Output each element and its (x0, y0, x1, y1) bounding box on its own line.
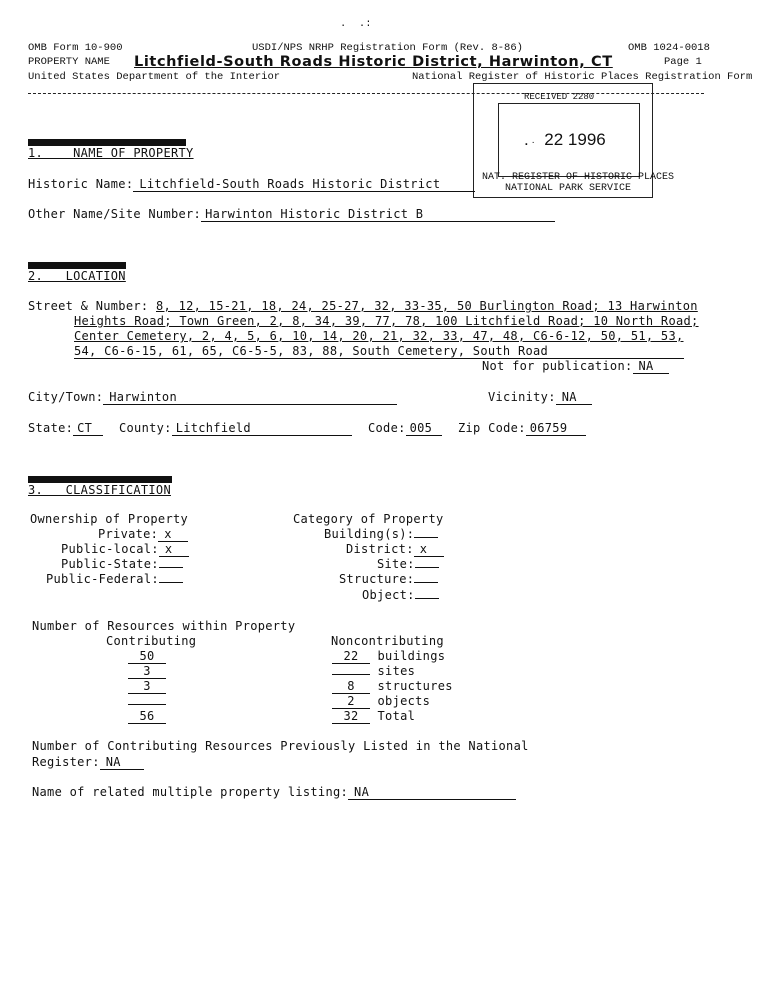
category-buildings: Building(s): (324, 527, 438, 541)
category-structure: Structure: (339, 572, 438, 586)
ownership-public-federal: Public-Federal: (46, 572, 183, 586)
section2-heading: 2. LOCATION (28, 269, 126, 283)
register-form-title: National Register of Historic Places Registration Form (412, 71, 753, 83)
noncontributing-label: Noncontributing (331, 634, 444, 648)
street-line-2: Heights Road; Town Green, 2, 8, 34, 39, 77, 78, 100 Litchfield Road; 10 North Road; (74, 314, 699, 328)
department: United States Department of the Interior (28, 71, 281, 83)
prev-listed-row: Register: NA (32, 755, 144, 770)
state-row: State: CT (28, 421, 103, 436)
category-site: Site: (377, 557, 439, 571)
street-line-4: 54, C6-6-15, 61, 65, C6-5-5, 83, 88, South Cemetery, South Road (74, 344, 684, 359)
omb-number: OMB 1024-0018 (628, 42, 710, 54)
prev-listed-label: Number of Contributing Resources Previously Listed in the National (32, 739, 529, 753)
street-line-1: 8, 12, 15-21, 18, 24, 25-27, 32, 33-35, 50 Burlington Road; 13 Harwinton (156, 299, 698, 313)
contributing-total: 56 (128, 709, 166, 724)
stamp-line2: NATIONAL PARK SERVICE (505, 183, 632, 194)
section-bar (28, 476, 172, 483)
stamp-line1: NAT. REGISTER OF HISTORIC PLACES (482, 172, 675, 183)
historic-name-row: Historic Name: Litchfield-South Roads Historic District (28, 177, 475, 192)
contributing-sites: 3 (128, 664, 166, 679)
ownership-public-local: Public-local: x (61, 542, 189, 557)
contributing-buildings: 50 (128, 649, 166, 664)
noncontributing-objects: 2 objects (332, 694, 430, 709)
stamp-date: . · 22 1996 (524, 130, 606, 149)
street-line-3: Center Cemetery, 2, 4, 5, 6, 10, 14, 20, 21, 32, 33, 47, 48, C6-6-12, 50, 51, 53, (74, 329, 684, 343)
category-district: District: x (346, 542, 444, 557)
page-number: Page 1 (664, 56, 702, 68)
ownership-private: Private: x (98, 527, 188, 542)
noncontributing-total: 32 Total (332, 709, 415, 724)
county-row: County: Litchfield (119, 421, 352, 436)
property-name-label: PROPERTY NAME (28, 56, 110, 68)
historic-name-value: Litchfield-South Roads Historic District (133, 177, 475, 192)
section-bar (28, 262, 126, 269)
contributing-label: Contributing (106, 634, 197, 648)
property-name: Litchfield-South Roads Historic District, Harwinton, CT (134, 54, 613, 70)
section-bar (28, 139, 186, 146)
vicinity-row: Vicinity: NA (488, 390, 592, 405)
category-object: Object: (362, 588, 439, 602)
resources-label: Number of Resources within Property (32, 619, 296, 633)
not-for-publication: Not for publication: NA (482, 359, 669, 374)
noncontributing-sites: sites (332, 664, 415, 678)
code-row: Code: 005 (368, 421, 442, 436)
section3-heading: 3. CLASSIFICATION (28, 483, 171, 497)
city-row: City/Town: Harwinton (28, 390, 397, 405)
ownership-label: Ownership of Property (30, 512, 189, 526)
ownership-public-state: Public-State: (61, 557, 183, 571)
category-label: Category of Property (293, 512, 444, 526)
noncontributing-buildings: 22 buildings (332, 649, 445, 664)
section1-heading: 1. NAME OF PROPERTY (28, 146, 194, 160)
omb-form: OMB Form 10-900 (28, 42, 123, 54)
form-title: USDI/NPS NRHP Registration Form (Rev. 8-86) (252, 42, 523, 54)
zip-row: Zip Code: 06759 (458, 421, 586, 436)
street-label: Street & Number: (28, 299, 149, 313)
other-name-row: Other Name/Site Number: Harwinton Historic District B (28, 207, 555, 222)
other-name-value: Harwinton Historic District B (201, 207, 555, 222)
scan-mark: . .: (340, 18, 372, 30)
contributing-structures: 3 (128, 679, 166, 694)
related-listing-row: Name of related multiple property listing: NA (32, 785, 516, 800)
noncontributing-structures: 8 structures (332, 679, 453, 694)
stamp-received: RECEIVED 2280 (524, 92, 595, 102)
contributing-objects (128, 694, 166, 708)
